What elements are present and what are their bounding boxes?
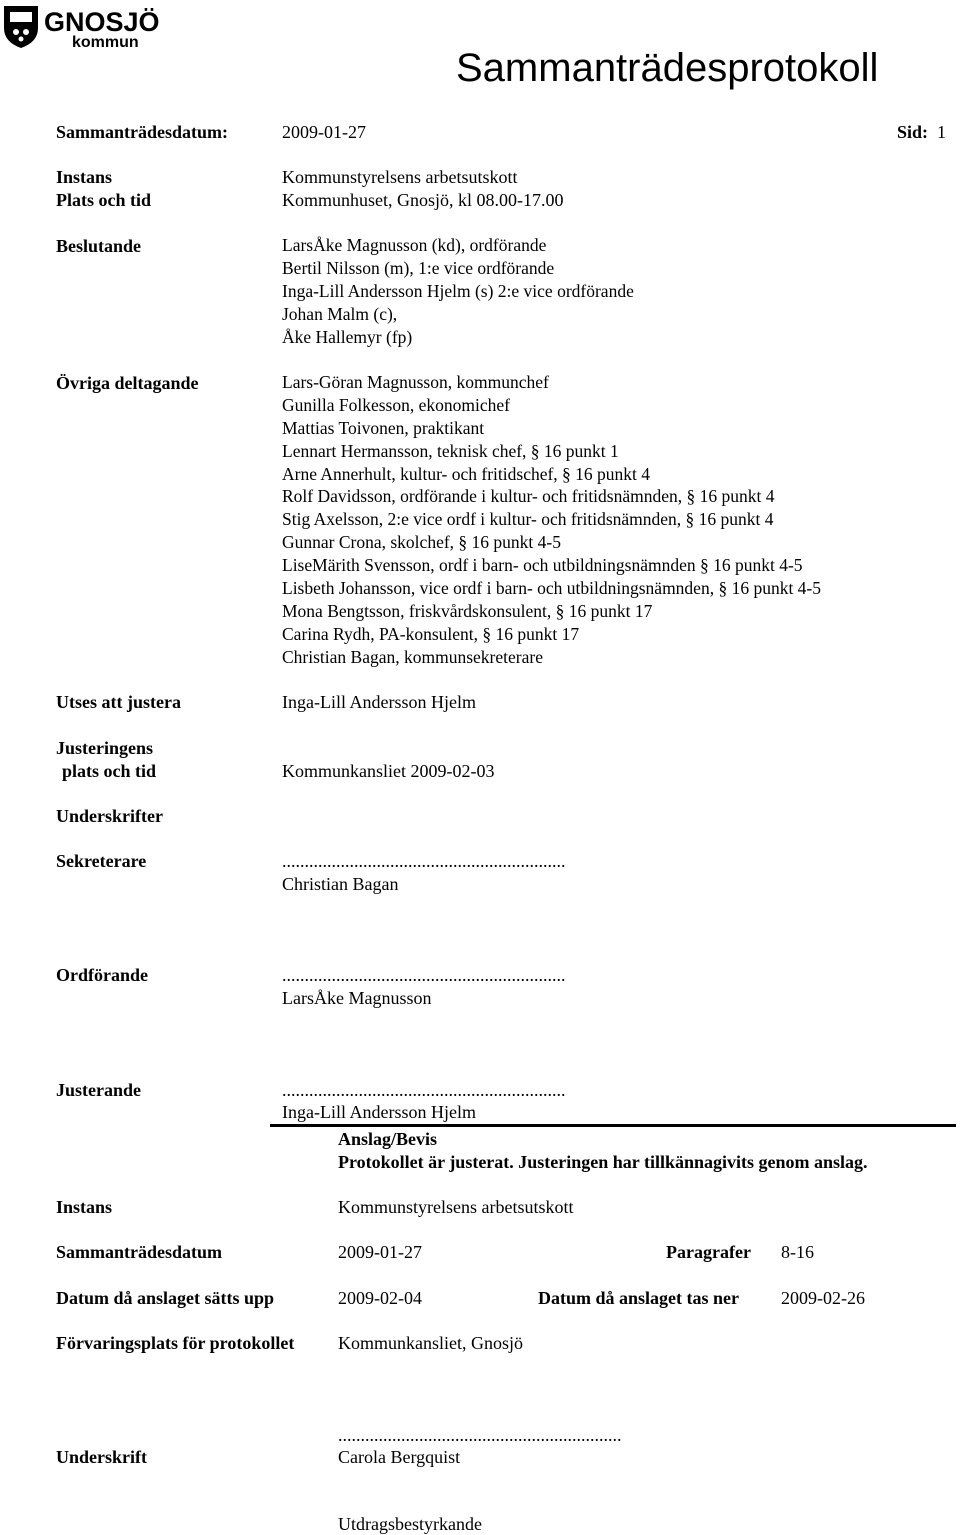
- justerande-name: Inga-Lill Andersson Hjelm: [282, 1102, 476, 1122]
- list-item: Gunnar Crona, skolchef, § 16 punkt 4-5: [282, 532, 561, 553]
- list-item: Mona Bengtsson, friskvårdskonsulent, § 16 punkt 17: [282, 600, 653, 621]
- meeting-date-label: Sammanträdesdatum:: [56, 122, 229, 142]
- list-item: Lisbeth Johansson, vice ordf i barn- och utbildningsnämnden, § 16 punkt 4-5: [282, 578, 822, 599]
- signature-line: ...............................................................: [282, 965, 566, 985]
- justering-place-label-1: Justeringens: [56, 738, 154, 758]
- underskrifter-heading: Underskrifter: [56, 806, 163, 826]
- anslag-heading: Anslag/Bevis: [338, 1129, 438, 1149]
- beslutande-list: [282, 234, 634, 348]
- anslag-instans-label: Instans: [56, 1197, 113, 1217]
- paragrafer-value: 8-16: [781, 1242, 814, 1262]
- sekreterare-label: Sekreterare: [56, 851, 147, 871]
- anslag-upp-label: Datum då anslaget sätts upp: [56, 1288, 275, 1308]
- signature-line: ...............................................................: [338, 1425, 622, 1445]
- justerande-label: Justerande: [56, 1080, 141, 1100]
- list-item: Bertil Nilsson (m), 1:e vice ordförande: [282, 257, 555, 278]
- anslag-statement: Protokollet är justerat. Justeringen har tillkännagivits genom anslag.: [338, 1152, 868, 1172]
- utdragsbestyrkande-label: Utdragsbestyrkande: [338, 1514, 482, 1534]
- list-item: Arne Annerhult, kultur- och fritidschef, § 16 punkt 4: [282, 463, 651, 484]
- anslag-ner-label: Datum då anslaget tas ner: [538, 1288, 739, 1308]
- signature-line: ...............................................................: [282, 1080, 566, 1100]
- list-item: Lars-Göran Magnusson, kommunchef: [282, 372, 549, 392]
- page-number: 1: [937, 122, 946, 142]
- ovriga-list: [282, 371, 821, 669]
- list-item: Carina Rydh, PA-konsulent, § 16 punkt 17: [282, 623, 580, 644]
- sekreterare-name: Christian Bagan: [282, 874, 399, 894]
- utses-label: Utses att justera: [56, 692, 181, 712]
- ovriga-label: Övriga deltagande: [56, 373, 199, 393]
- underskrift-name: Carola Bergquist: [338, 1447, 461, 1467]
- page-label: Sid:: [897, 122, 929, 142]
- paragrafer-label: Paragrafer: [666, 1242, 751, 1262]
- logo-text-top: GNOSJÖ: [44, 7, 160, 37]
- list-item: Johan Malm (c),: [282, 303, 398, 324]
- list-item: Mattias Toivonen, praktikant: [282, 417, 485, 438]
- coat-of-arms-icon: [4, 6, 38, 48]
- instans-value: Kommunstyrelsens arbetsutskott: [282, 167, 518, 187]
- justering-place-label-2: plats och tid: [62, 761, 157, 781]
- anslag-date-label: Sammanträdesdatum: [56, 1242, 223, 1262]
- list-item: Gunilla Folkesson, ekonomichef: [282, 394, 510, 415]
- anslag-date-value: 2009-01-27: [338, 1242, 422, 1262]
- justering-place-value: Kommunkansliet 2009-02-03: [282, 761, 495, 781]
- list-item: LarsÅke Magnusson (kd), ordförande: [282, 235, 547, 255]
- list-item: Rolf Davidsson, ordförande i kultur- och fritidsnämnden, § 16 punkt 4: [282, 486, 775, 507]
- ordforande-label: Ordförande: [56, 965, 148, 985]
- list-item: Lennart Hermansson, teknisk chef, § 16 punkt 1: [282, 440, 619, 461]
- anslag-upp-value: 2009-02-04: [338, 1288, 422, 1308]
- document-title: Sammanträdesprotokoll: [456, 46, 879, 90]
- logo-text-bottom: kommun: [72, 34, 139, 48]
- forvaring-label: Förvaringsplats för protokollet: [56, 1333, 295, 1353]
- list-item: Åke Hallemyr (fp): [282, 326, 413, 347]
- meeting-date-value: 2009-01-27: [282, 122, 366, 142]
- gnosjo-kommun-logo: [2, 2, 174, 48]
- instans-label: Instans: [56, 167, 113, 187]
- forvaring-value: Kommunkansliet, Gnosjö: [338, 1333, 523, 1353]
- anslag-instans-value: Kommunstyrelsens arbetsutskott: [338, 1197, 574, 1217]
- list-item: Stig Axelsson, 2:e vice ordf i kultur- och fritidsnämnden, § 16 punkt 4: [282, 509, 774, 530]
- signature-line: ...............................................................: [282, 851, 566, 871]
- underskrift-label: Underskrift: [56, 1447, 147, 1467]
- anslag-ner-value: 2009-02-26: [781, 1288, 865, 1308]
- ordforande-name: LarsÅke Magnusson: [282, 988, 432, 1008]
- list-item: Inga-Lill Andersson Hjelm (s) 2:e vice ordförande: [282, 280, 634, 301]
- beslutande-label: Beslutande: [56, 236, 142, 256]
- list-item: Christian Bagan, kommunsekreterare: [282, 646, 543, 667]
- utses-value: Inga-Lill Andersson Hjelm: [282, 692, 476, 712]
- place-value: Kommunhuset, Gnosjö, kl 08.00-17.00: [282, 190, 564, 210]
- divider: [270, 1124, 956, 1127]
- place-label: Plats och tid: [56, 190, 152, 210]
- list-item: LiseMärith Svensson, ordf i barn- och utbildningsnämnden § 16 punkt 4-5: [282, 555, 803, 576]
